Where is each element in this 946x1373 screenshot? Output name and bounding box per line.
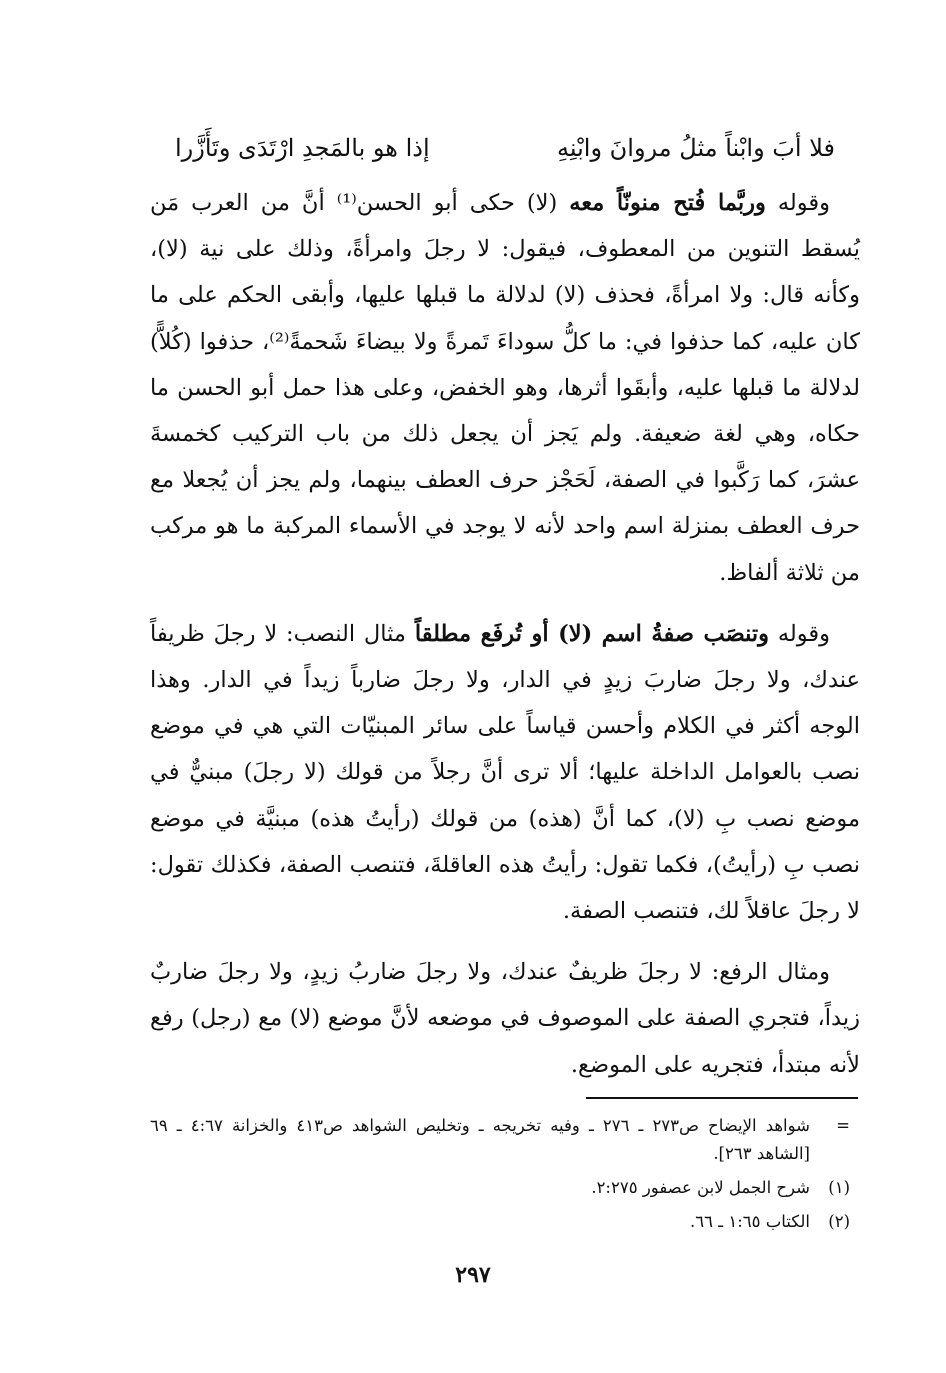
footnote-marker: (١) — [828, 1178, 850, 1197]
footnote-text: شرح الجمل لابن عصفور ٢:٢٧٥. — [591, 1178, 810, 1197]
poetry-verse — [175, 128, 835, 168]
footnote-marker: (٢) — [828, 1212, 850, 1231]
paragraph-lead: وقوله — [777, 190, 831, 216]
footnote — [150, 1112, 850, 1168]
page-number: ٢٩٧ — [455, 1262, 491, 1288]
paragraph-bold-phrase: وربَّما فُتح منونّاً معه — [569, 190, 766, 216]
footnote — [150, 1174, 850, 1202]
paragraph-text: (لا) حكى أبو الحسن⁽¹⁾ أنَّ من العرب مَن يُسقط التنوين من المعطوف، فيقول: لا رجلَ وامرأةً، وذلك على نية (لا)، وكأنه قال: ولا امرأةً، فحذف (لا) لدلالة ما قبلها عليها، وأبقى الحكم على ما كان عليه، كما حذفوا في: ما كلُّ سوداءَ تَمرةً ولا بيضاءَ شَحمةً⁽²⁾، حذفوا (كُلاًّ) لدلالة ما قبلها عليه، وأبقَوا أثرها، وهو الخفض، وعلى هذا حمل أبو الحسن ما حكاه، وهي لغة ضعيفة. ولم يَجز أن يجعل ذلك من باب التركيب كخمسةَ عشرَ، كما رَكَّبوا في الصفة، لَحَجْز حرف العطف بينهما، ولم يجز أن يُجعلا مع حرف العطف بمنزلة اسم واحد لأنه لا يوجد في الأسماء المركبة ما هو مركب من ثلاثة ألفاظ. — [150, 190, 860, 586]
paragraph-text: ومثال الرفع: لا رجلَ ظريفٌ عندك، ولا رجلَ ضاربُ زيدٍ، ولا رجلَ ضاربٌ زيداً، فتجري الصفة على الموصوف في موضعه لأنَّ موضع (لا) مع (رجل) رفع لأنه مبتدأ، فتجريه على الموضع. — [150, 959, 860, 1078]
paragraph-text: مثال النصب: لا رجلَ ظريفاً عندك، ولا رجلَ ضاربَ زيدٍ في الدار، ولا رجلَ ضارباً زيداً في الدار. وهذا الوجه أكثر في الكلام وأحسن قياساً على سائر المبنيّات التي هي في موضع نصب بالعوامل الداخلة عليها؛ ألا ترى أنَّ رجلاً من قولك (لا رجلَ) مبنيٌّ في موضع نصب بِ (لا)، كما أنَّ (هذه) من قولك (رأيتُ هذه) مبنيَّة في موضع نصب بِ (رأيتُ)، فكما تقول: رأيتُ هذه العاقلةَ، فتنصب الصفة، فكذلك تقول: لا رجلَ عاقلاً لك، فتنصب الصفة. — [150, 620, 860, 925]
footnote-text: الكتاب ١:٦٥ ـ ٦٦. — [690, 1212, 810, 1231]
footnote — [150, 1208, 850, 1236]
verse-hemistich-first: فلا أبَ وابْناً مثلُ مروانَ وابْنِهِ — [557, 134, 835, 162]
paragraph-bold-phrase: وتنصَب صفةُ اسم (لا) أو تُرفَع مطلقاً — [414, 620, 769, 647]
footnotes — [150, 1112, 850, 1242]
footnote-marker: = — [836, 1116, 850, 1135]
paragraph — [150, 611, 860, 934]
paragraph — [150, 180, 860, 596]
footnote-text: شواهد الإيضاح ص٢٧٣ ـ ٢٧٦ ـ وفيه تخريجه ـ وتخليص الشواهد ص٤١٣ والخزانة ٤:٦٧ ـ ٦٩ [الشاهد ٢٦٣]. — [150, 1116, 810, 1163]
paragraph — [150, 949, 860, 1088]
footnote-divider — [586, 1097, 858, 1099]
verse-hemistich-second: إذا هو بالمَجدِ ارْتَدَى وتَأَزَّرا — [175, 134, 430, 162]
paragraph-lead: وقوله — [777, 620, 831, 647]
body-text — [150, 180, 860, 1103]
